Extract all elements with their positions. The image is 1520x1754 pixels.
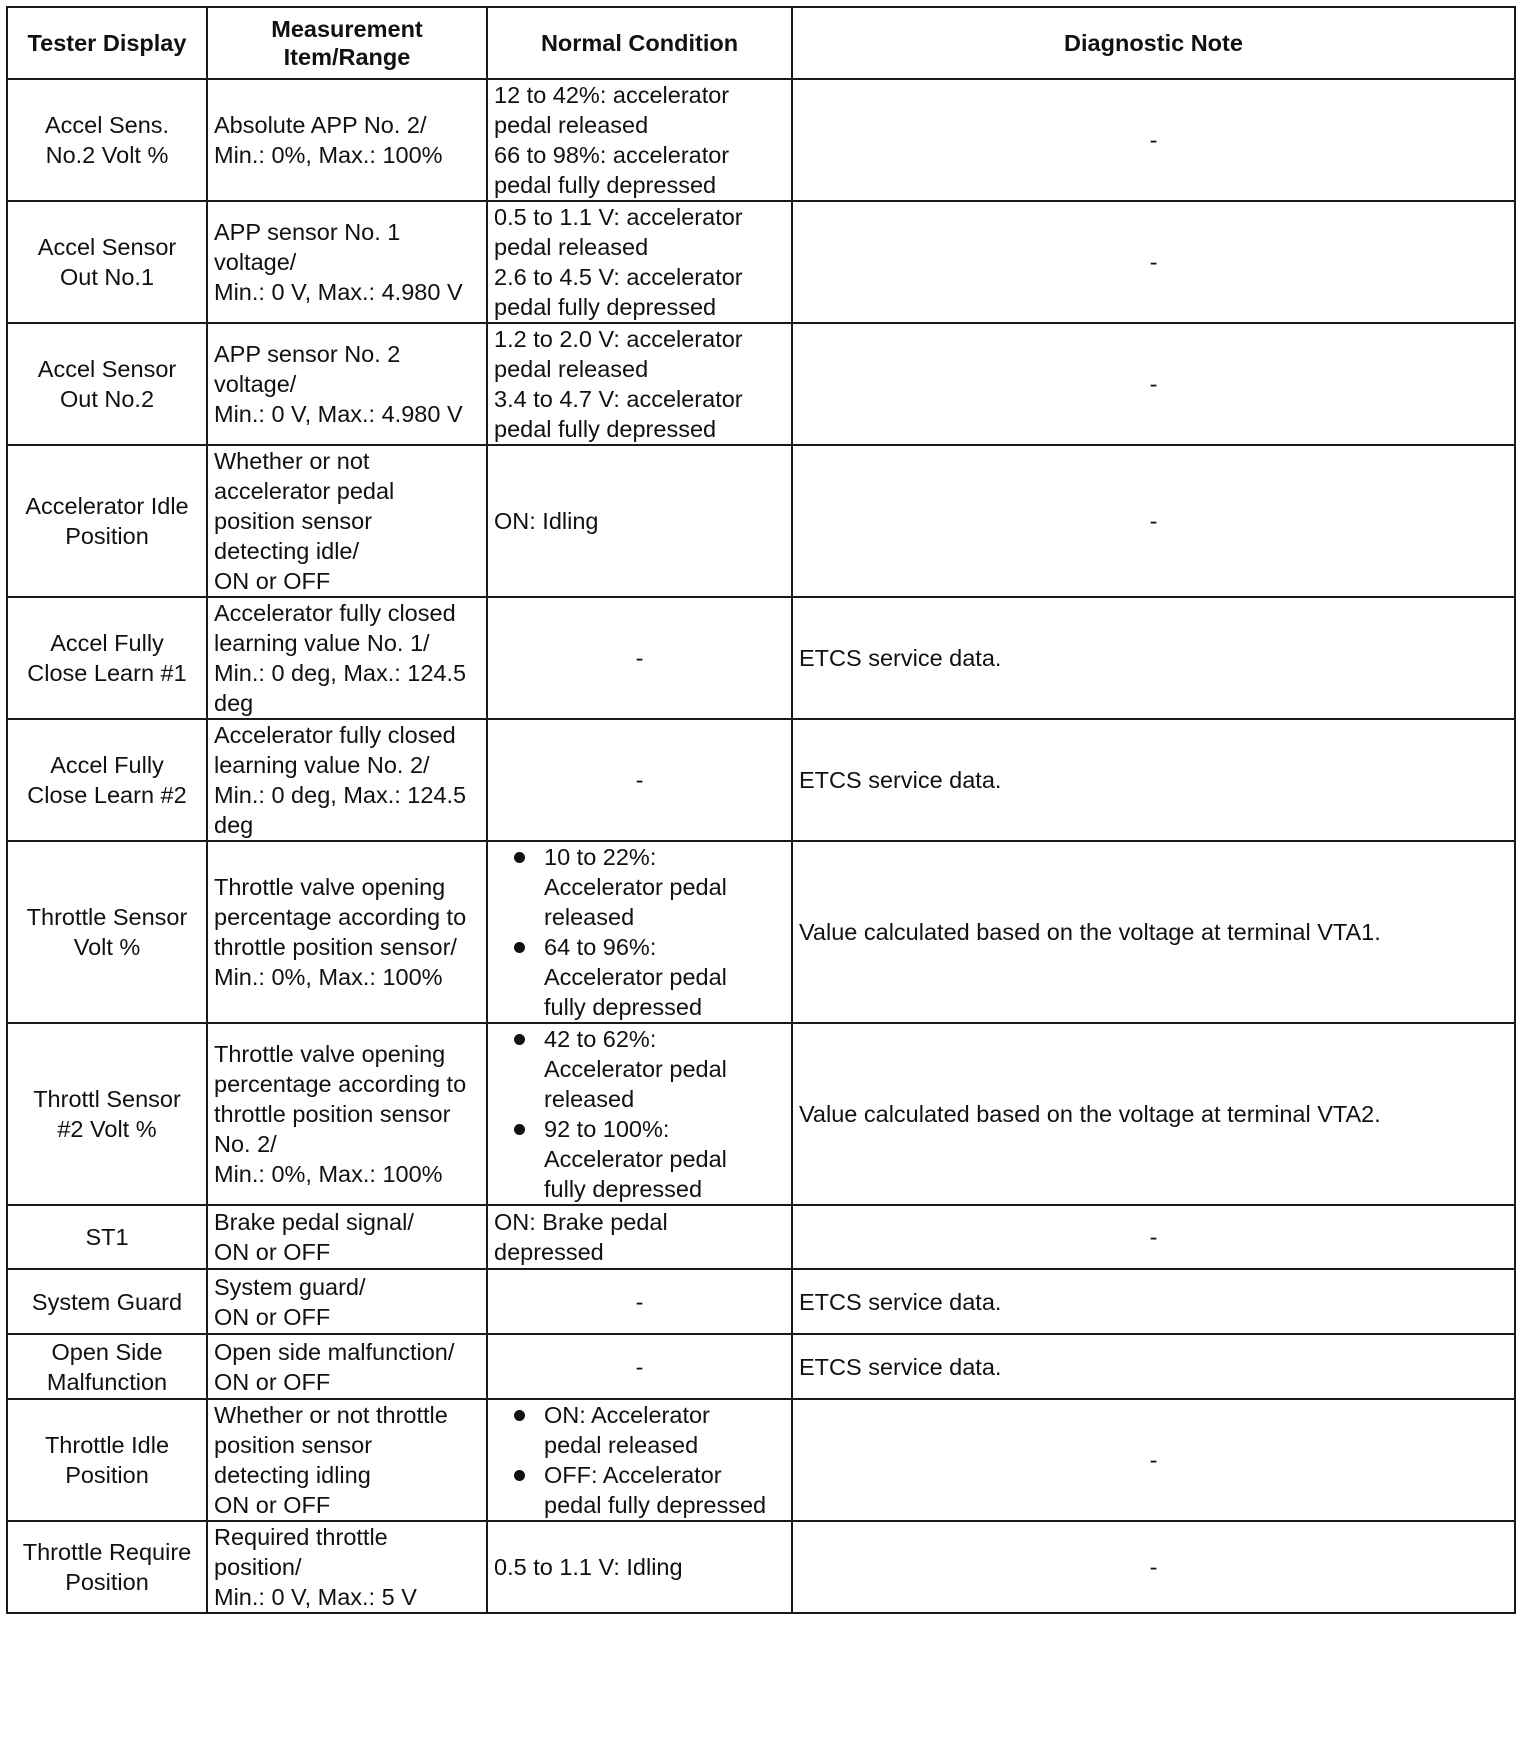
condition-line: Accelerator pedal (544, 964, 727, 990)
measurement-range-line: percentage according to (214, 904, 467, 930)
condition-line: pedal fully depressed (494, 172, 717, 198)
normal-condition-cell (487, 1023, 792, 1205)
normal-condition-cell: - (487, 597, 792, 719)
condition-line: 1.2 to 2.0 V: accelerator (494, 326, 743, 352)
measurement-range-line: deg (214, 690, 254, 716)
measurement-range-cell (207, 201, 487, 323)
condition-bullet-list (494, 842, 785, 1022)
tester-display-cell (7, 79, 207, 201)
header-row (7, 7, 1515, 79)
tester-display-line: Open Side (51, 1338, 163, 1365)
condition-line: Accelerator pedal (544, 874, 727, 900)
measurement-range-line: Min.: 0 V, Max.: 4.980 V (214, 279, 463, 305)
table-row (7, 445, 1515, 597)
tester-display-line: Close Learn #2 (27, 782, 187, 808)
tester-display-line: Accel Sensor (37, 356, 177, 382)
diagnostic-note-cell: - (792, 79, 1515, 201)
normal-condition-cell (487, 841, 792, 1023)
measurement-range-line: No. 2/ (214, 1131, 277, 1157)
tester-display-line: No.2 Volt % (45, 142, 169, 168)
normal-condition-cell (487, 1521, 792, 1613)
condition-line: 3.4 to 4.7 V: accelerator (494, 386, 743, 412)
condition-bullet-item (494, 932, 785, 1022)
tester-display-cell (7, 445, 207, 597)
measurement-range-line: voltage/ (214, 249, 297, 275)
measurement-range-cell (207, 1399, 487, 1521)
tester-display-line: Position (65, 523, 149, 549)
condition-line: pedal fully depressed (494, 294, 717, 320)
tester-display-cell (7, 1334, 207, 1399)
measurement-range-cell (207, 1205, 487, 1269)
measurement-range-line: System guard/ (214, 1273, 366, 1300)
measurement-range-line: accelerator pedal (214, 478, 395, 504)
table-row (7, 79, 1515, 201)
measurement-range-line: throttle position sensor/ (214, 934, 457, 960)
table-row (7, 1269, 1515, 1334)
tester-display-line: Position (65, 1569, 149, 1595)
tester-display-line: Throttle Sensor (26, 904, 188, 930)
tester-display-cell (7, 1269, 207, 1334)
condition-bullet-list (494, 1024, 785, 1204)
table-row (7, 719, 1515, 841)
measurement-range-line: Min.: 0 V, Max.: 5 V (214, 1584, 417, 1610)
condition-line: pedal released (494, 112, 649, 138)
condition-line: Accelerator pedal (544, 1146, 727, 1172)
normal-condition-cell (487, 1399, 792, 1521)
tester-display-line: Position (65, 1462, 149, 1488)
measurement-range-line: ON or OFF (214, 1492, 331, 1518)
measurement-range-line: APP sensor No. 1 (214, 219, 401, 245)
tester-display-line: Throttl Sensor (33, 1086, 181, 1112)
tester-display-line: #2 Volt % (57, 1116, 157, 1142)
tester-display-line: Malfunction (46, 1368, 168, 1395)
measurement-range-cell (207, 1521, 487, 1613)
measurement-range-cell (207, 323, 487, 445)
condition-line: fully depressed (544, 994, 703, 1020)
measurement-range-cell (207, 445, 487, 597)
tester-display-cell (7, 1521, 207, 1613)
tester-display-cell (7, 841, 207, 1023)
diagnostic-note-cell: ETCS service data. (792, 1269, 1515, 1334)
measurement-range-line: Brake pedal signal/ (214, 1209, 414, 1235)
measurement-range-cell (207, 79, 487, 201)
measurement-range-line: Throttle valve opening (214, 874, 446, 900)
measurement-range-line: Min.: 0 deg, Max.: 124.5 (214, 660, 467, 686)
condition-line: pedal released (544, 1432, 699, 1458)
condition-line: fully depressed (544, 1176, 703, 1202)
measurement-range-line: APP sensor No. 2 (214, 341, 401, 367)
measurement-range-line: Min.: 0%, Max.: 100% (214, 1161, 443, 1187)
measurement-range-line: position sensor (214, 508, 373, 534)
condition-bullet-list (494, 1400, 785, 1520)
measurement-range-line: position sensor (214, 1432, 373, 1458)
normal-condition-cell (487, 445, 792, 597)
tester-display-line: Out No.1 (59, 264, 155, 290)
diagnostic-note-cell: ETCS service data. (792, 719, 1515, 841)
tester-display-line: Accel Fully (50, 630, 164, 656)
condition-line: 10 to 22%: (544, 844, 657, 870)
diagnostic-note-cell: ETCS service data. (792, 597, 1515, 719)
measurement-range-line: ON or OFF (214, 1239, 331, 1265)
measurement-range-line: detecting idle/ (214, 538, 360, 564)
normal-condition-cell (487, 201, 792, 323)
data-list-sheet (6, 6, 1514, 1614)
diagnostic-note-cell: Value calculated based on the voltage at terminal VTA1. (792, 841, 1515, 1023)
condition-line: ON: Accelerator (544, 1402, 710, 1428)
tester-display-cell (7, 719, 207, 841)
condition-line: pedal fully depressed (494, 416, 717, 442)
measurement-range-cell (207, 1023, 487, 1205)
condition-bullet-item (494, 842, 785, 932)
tester-display-line: Accel Fully (50, 752, 164, 778)
tester-display-line: Volt % (73, 934, 141, 960)
condition-line: OFF: Accelerator (544, 1462, 722, 1488)
table-body (7, 79, 1515, 1613)
tester-display-line: Accelerator Idle (25, 493, 189, 519)
condition-line: ON: Idling (494, 508, 599, 534)
tester-display-cell (7, 201, 207, 323)
table-row (7, 1023, 1515, 1205)
diagnostic-note-cell: - (792, 201, 1515, 323)
condition-line: pedal released (494, 356, 649, 382)
header-normal-condition: Normal Condition (487, 7, 792, 79)
tester-display-line: Throttle Idle (44, 1432, 170, 1458)
table-row (7, 1399, 1515, 1521)
header-tester-display: Tester Display (7, 7, 207, 79)
normal-condition-cell (487, 1205, 792, 1269)
measurement-range-line: ON or OFF (214, 568, 331, 594)
measurement-range-line: Whether or not throttle (214, 1402, 448, 1428)
table-row (7, 201, 1515, 323)
measurement-range-cell (207, 841, 487, 1023)
measurement-range-line: Open side malfunction/ (214, 1338, 455, 1365)
measurement-range-cell (207, 1269, 487, 1334)
tester-display-cell (7, 597, 207, 719)
measurement-range-line: Throttle valve opening (214, 1041, 446, 1067)
table-row (7, 1205, 1515, 1269)
measurement-range-line: voltage/ (214, 371, 297, 397)
condition-bullet-item (494, 1024, 785, 1114)
diagnostic-note-cell: - (792, 445, 1515, 597)
tester-display-line: Throttle Require (22, 1539, 192, 1565)
measurement-range-line: Min.: 0 V, Max.: 4.980 V (214, 401, 463, 427)
condition-line: released (544, 1086, 635, 1112)
measurement-range-line: learning value No. 1/ (214, 630, 430, 656)
table-row (7, 323, 1515, 445)
diagnostic-note-cell: ETCS service data. (792, 1334, 1515, 1399)
measurement-range-line: deg (214, 812, 254, 838)
tester-display-line: Accel Sens. (44, 112, 170, 138)
tester-display-line: Out No.2 (59, 386, 155, 412)
diagnostic-note-cell: - (792, 1205, 1515, 1269)
diagnostic-note-cell: - (792, 1399, 1515, 1521)
condition-line: 0.5 to 1.1 V: accelerator (494, 204, 743, 230)
condition-bullet-item (494, 1114, 785, 1204)
measurement-range-line: Min.: 0%, Max.: 100% (214, 142, 443, 168)
measurement-range-line: detecting idling (214, 1462, 371, 1488)
header-measurement-item-range (207, 7, 487, 79)
tester-display-cell (7, 1023, 207, 1205)
table-row (7, 1334, 1515, 1399)
tester-display-cell (7, 1399, 207, 1521)
tester-display-line: Close Learn #1 (27, 660, 187, 686)
measurement-range-line: Required throttle (214, 1524, 388, 1550)
condition-line: 64 to 96%: (544, 934, 657, 960)
condition-bullet-item (494, 1400, 785, 1460)
condition-line: 92 to 100%: (544, 1116, 670, 1142)
condition-line: released (544, 904, 635, 930)
measurement-range-line: ON or OFF (214, 1303, 331, 1330)
header-range-line: Measurement (271, 16, 423, 42)
measurement-range-line: Accelerator fully closed (214, 722, 456, 748)
measurement-range-cell (207, 719, 487, 841)
header-range-line: Item/Range (283, 44, 411, 70)
measurement-range-line: Accelerator fully closed (214, 600, 456, 626)
normal-condition-cell: - (487, 1269, 792, 1334)
diagnostic-note-cell: - (792, 323, 1515, 445)
measurement-range-line: Absolute APP No. 2/ (214, 112, 427, 138)
condition-line: Accelerator pedal (544, 1056, 727, 1082)
tester-display-line: System Guard (31, 1288, 183, 1315)
table-row (7, 597, 1515, 719)
normal-condition-cell (487, 323, 792, 445)
condition-line: pedal fully depressed (544, 1492, 767, 1518)
data-list-table (6, 6, 1516, 1614)
header-diagnostic-note: Diagnostic Note (792, 7, 1515, 79)
normal-condition-cell: - (487, 719, 792, 841)
measurement-range-line: percentage according to (214, 1071, 467, 1097)
tester-display-cell (7, 1205, 207, 1269)
measurement-range-line: position/ (214, 1554, 302, 1580)
condition-line: 66 to 98%: accelerator (494, 142, 730, 168)
measurement-range-line: learning value No. 2/ (214, 752, 430, 778)
normal-condition-cell: - (487, 1334, 792, 1399)
tester-display-cell (7, 323, 207, 445)
measurement-range-line: Min.: 0%, Max.: 100% (214, 964, 443, 990)
normal-condition-cell (487, 79, 792, 201)
measurement-range-line: Min.: 0 deg, Max.: 124.5 (214, 782, 467, 808)
condition-line: 12 to 42%: accelerator (494, 82, 730, 108)
condition-line: 2.6 to 4.5 V: accelerator (494, 264, 743, 290)
measurement-range-line: Whether or not (214, 448, 370, 474)
diagnostic-note-cell: Value calculated based on the voltage at terminal VTA2. (792, 1023, 1515, 1205)
table-row (7, 841, 1515, 1023)
condition-line: 42 to 62%: (544, 1026, 657, 1052)
measurement-range-cell (207, 597, 487, 719)
condition-bullet-item (494, 1460, 785, 1520)
tester-display-line: ST1 (85, 1224, 129, 1250)
condition-line: pedal released (494, 234, 649, 260)
diagnostic-note-cell: - (792, 1521, 1515, 1613)
table-row (7, 1521, 1515, 1613)
condition-line: depressed (494, 1239, 604, 1265)
condition-line: 0.5 to 1.1 V: Idling (494, 1554, 683, 1580)
measurement-range-line: ON or OFF (214, 1368, 331, 1395)
measurement-range-line: throttle position sensor (214, 1101, 451, 1127)
measurement-range-cell (207, 1334, 487, 1399)
tester-display-line: Accel Sensor (37, 234, 177, 260)
condition-line: ON: Brake pedal (494, 1209, 668, 1235)
